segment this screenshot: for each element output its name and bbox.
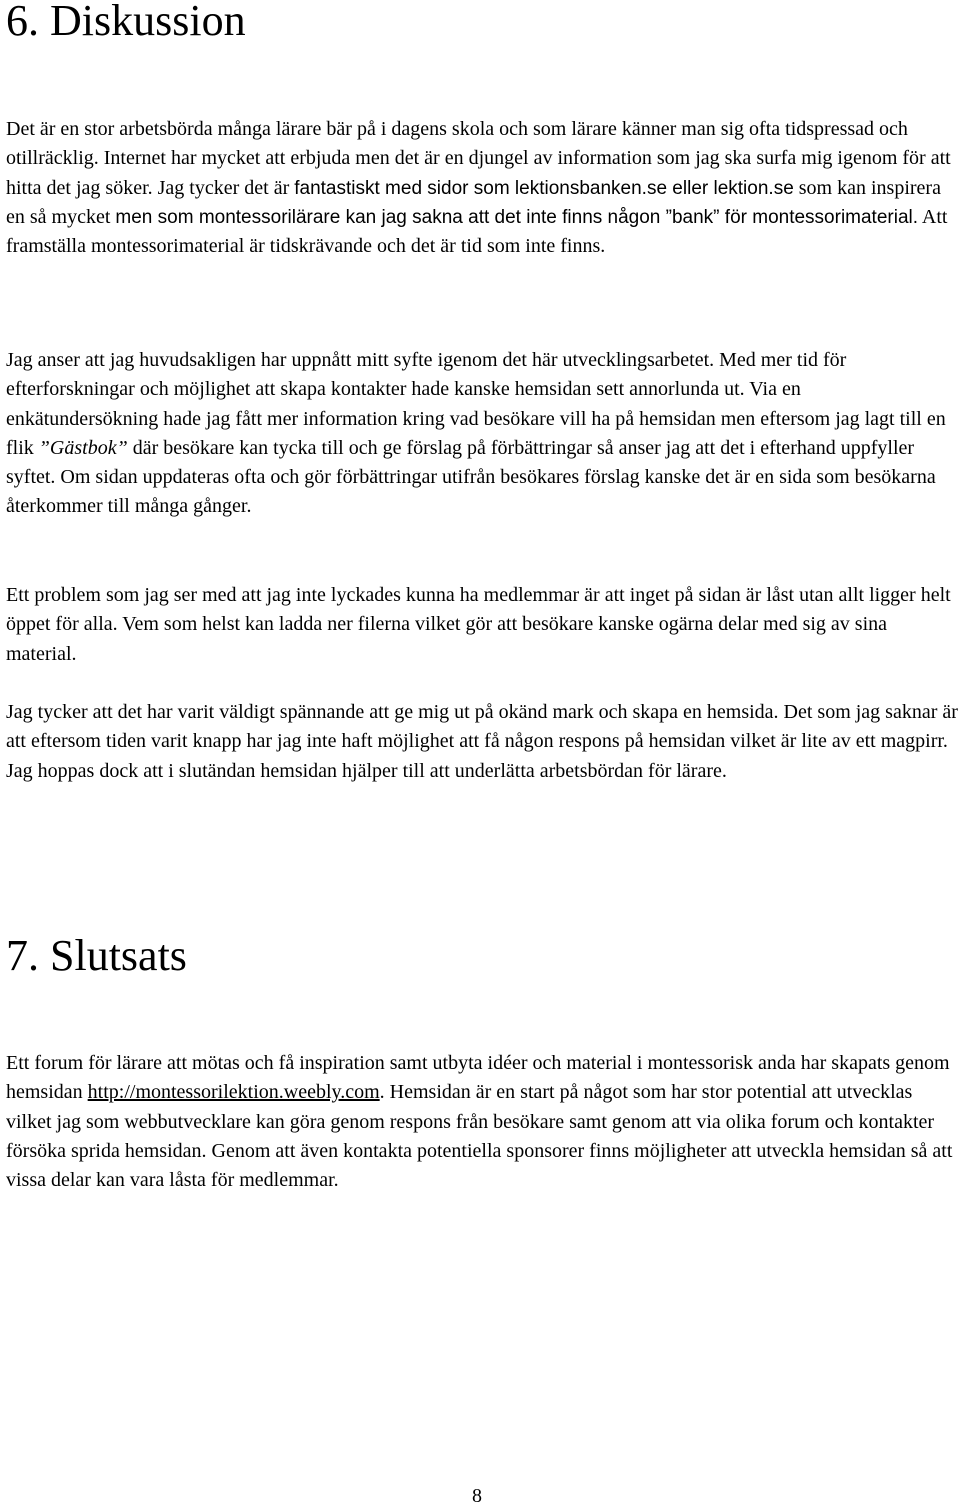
guestbook-term: ”Gästbok” (38, 436, 128, 459)
paragraph-conclusion (6, 1049, 958, 1195)
paragraph-text: . Hemsidan är en start på något som har stor potential att utvecklas vilket jag som webbutvecklare kan göra genom respons från besökare samt genom att via olika forum och kontakter försöka sprida hemsidan. Genom att även kontakta potentiella sponsorer finns möjligheter att utveckla hemsidan så att vissa delar kan vara låsta för medlemmar. (6, 1081, 953, 1192)
website-link[interactable]: http://montessorilektion.weebly.com (87, 1081, 380, 1104)
paragraph-text: Det är en stor arbetsbörda många lärare bär på i dagens skola och som lärare känner man sig ofta tidspressad och otillräcklig. Internet har mycket att erbjuda men det är en djungel av information som jag ska surfa mig igenom för att hitta det jag söker. Jag tycker det är (6, 118, 951, 199)
paragraph-text: där besökare kan tycka till och ge förslag på förbättringar så anser jag att det i efterhand uppfyller syftet. Om sidan uppdateras ofta och gör förbättringar utifrån besökares förslag kanske det är en sida som besökarna återkommer till många gånger. (6, 436, 936, 518)
paragraph-text-sans: fantastiskt med sidor som lektionsbanken.se eller lektion.se (294, 177, 794, 199)
paragraph-workload (6, 115, 958, 261)
paragraph-problem: Ett problem som jag ser med att jag inte lyckades kunna ha medlemmar är att inget på sidan är låst utan allt ligger helt öppet för alla. Vem som helst kan ladda ner filerna vilket gör att besökare kanske ogärna delar med sig av sina material. (6, 584, 951, 665)
page-number: 8 (472, 1485, 482, 1507)
paragraph-reflection: Jag tycker att det har varit väldigt spännande att ge mig ut på okänd mark och skapa en hemsida. Det som jag saknar är att eftersom tiden varit knapp har jag inte haft möjlighet att få någon respons på hemsidan vilket är lite av ett magpirr. Jag hoppas dock att i slutändan hemsidan hjälper till att underlätta arbetsbördan för lärare. (6, 701, 958, 782)
paragraph-text: Jag anser att jag huvudsakligen har uppnått mitt syfte igenom det här utvecklingsarbetet. Med mer tid för efterforskningar och möjlighet att skapa kontakter hade kanske hemsidan sett annorlunda ut. Via en enkätundersökning hade jag fått mer information kring vad besökare vill ha på hemsidan men eftersom jag lagt till en flik (6, 349, 946, 459)
section-heading-discussion: 6. Diskussion (6, 0, 246, 45)
section-heading-conclusion: 7. Slutsats (6, 931, 187, 980)
paragraph-text: som kan inspirera en så mycket (6, 176, 941, 228)
paragraph-text: Att framställa montessorimaterial är tidskrävande och det är tid som inte finns. (6, 205, 948, 258)
paragraph-text: Ett forum för lärare att mötas och få inspiration samt utbyta idéer och material i montessorisk anda har skapats genom hemsidan (6, 1052, 950, 1104)
paragraph-text-sans: men som montessorilärare kan jag sakna att det inte finns någon ”bank” för montessorimaterial. (115, 206, 919, 228)
paragraph-purpose (6, 346, 958, 522)
